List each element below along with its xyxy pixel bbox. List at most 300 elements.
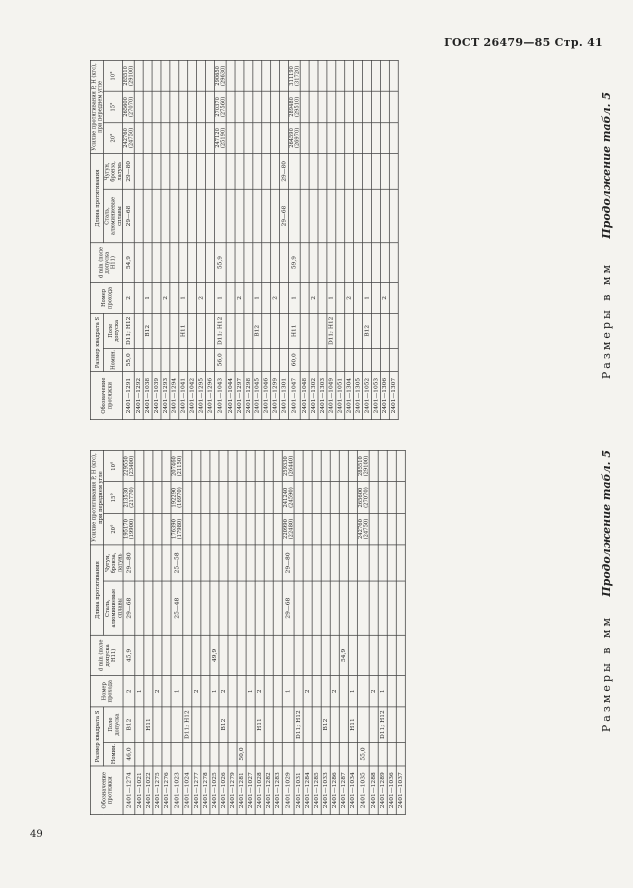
table-cell <box>264 513 273 544</box>
table-cell <box>271 153 280 189</box>
table-row <box>192 450 201 814</box>
table-cell: 176390 (17980) <box>171 513 183 544</box>
table-cell <box>289 153 301 189</box>
table-cell <box>210 742 219 766</box>
table-cell <box>246 513 255 544</box>
table-cell <box>378 482 387 513</box>
col-force: Усилие протягивания P, Н (кгс), при переднем угле <box>90 60 103 153</box>
table-row <box>312 450 321 814</box>
table-cell <box>244 189 253 243</box>
table-cell <box>171 635 183 675</box>
table-cell: 2401—1291 <box>123 372 135 420</box>
table-cell <box>380 314 389 349</box>
table-cell <box>371 282 380 313</box>
table-row <box>161 60 170 419</box>
table-cell: 2401—1045 <box>253 372 262 420</box>
table-cell <box>206 91 215 122</box>
table-cell <box>348 482 357 513</box>
table-cell <box>348 635 357 675</box>
table-cell: 2401—1276 <box>162 766 171 815</box>
table-cell <box>389 314 398 349</box>
col-broach-length: Длина протягивания <box>90 545 103 636</box>
table-cell <box>264 675 273 707</box>
table-cell <box>327 122 336 153</box>
table-cell: 2 <box>271 282 280 313</box>
table-cell <box>144 675 153 707</box>
table-cell: 2 <box>153 675 162 707</box>
table-cell <box>271 348 280 372</box>
table-cell: 2401—1029 <box>282 766 294 815</box>
table-cell <box>378 513 387 544</box>
table-cell <box>303 635 312 675</box>
table-cell <box>206 282 215 313</box>
table-cell: 45,9 <box>123 635 135 675</box>
table-cell <box>153 450 162 482</box>
continuation-label-upper: Продолжение табл. 5 <box>600 92 613 239</box>
table-cell <box>357 675 369 707</box>
table-cell <box>339 450 348 482</box>
table-cell <box>312 513 321 544</box>
table-cell <box>312 545 321 581</box>
table-cell <box>318 243 327 282</box>
table-cell <box>192 742 201 766</box>
table-cell <box>321 482 330 513</box>
table-row <box>214 60 226 419</box>
table-cell <box>363 348 372 372</box>
table-cell <box>237 635 246 675</box>
table-cell <box>162 581 171 635</box>
table-row <box>273 450 282 814</box>
table-cell: 29—80 <box>280 153 289 189</box>
table-cell: 1 <box>171 675 183 707</box>
table-cell <box>235 314 244 349</box>
table-cell <box>170 153 179 189</box>
table-cell <box>143 153 152 189</box>
table-row <box>134 60 143 419</box>
table-cell <box>144 513 153 544</box>
table-cell <box>192 581 201 635</box>
table-cell: D11; H12 <box>214 314 226 349</box>
table-cell <box>162 545 171 581</box>
table-cell <box>228 707 237 742</box>
table-cell <box>330 635 339 675</box>
table-cell: 25—58 <box>171 545 183 581</box>
table-cell <box>192 450 201 482</box>
table-cell <box>201 482 210 513</box>
table-cell: 2401—1289 <box>378 766 387 815</box>
table-row <box>303 450 312 814</box>
table-cell: 1 <box>348 675 357 707</box>
table-cell: 2 <box>123 675 135 707</box>
col-angle-20: 20° <box>104 513 123 544</box>
table-cell <box>192 482 201 513</box>
table-cell <box>170 243 179 282</box>
table-row <box>197 60 206 419</box>
table-cell <box>380 60 389 91</box>
table-cell <box>135 707 144 742</box>
table-row <box>396 450 405 814</box>
table-cell <box>369 742 378 766</box>
table-cell: 2401—1306 <box>380 372 389 420</box>
table-cell <box>170 60 179 91</box>
table-cell <box>134 348 143 372</box>
table-cell <box>255 450 264 482</box>
table-cell <box>282 707 294 742</box>
table-cell: D11; H12 <box>294 707 303 742</box>
table-cell: 2401—1052 <box>363 372 372 420</box>
table-row <box>327 60 336 419</box>
table-cell <box>170 122 179 153</box>
table-cell <box>228 675 237 707</box>
table-cell: 2401—1033 <box>321 766 330 815</box>
table-cell: 2401—1026 <box>219 766 228 815</box>
table-cell: 2 <box>309 282 318 313</box>
table-cell <box>153 581 162 635</box>
table-cell: 2401—1299 <box>271 372 280 420</box>
table-cell <box>197 153 206 189</box>
table-cell <box>271 314 280 349</box>
table-cell <box>303 482 312 513</box>
table-cell <box>183 581 192 635</box>
table-cell: 192290 (16970) <box>171 482 183 513</box>
table-cell <box>371 60 380 91</box>
table-cell <box>262 348 271 372</box>
table-cell: 54,9 <box>339 635 348 675</box>
col-nominal: Номин. <box>103 348 122 372</box>
table-row <box>188 60 197 419</box>
table-cell <box>312 581 321 635</box>
table-panel-upper <box>20 52 615 430</box>
table-cell <box>387 581 396 635</box>
table-cell <box>273 675 282 707</box>
table-cell <box>280 314 289 349</box>
table-cell <box>135 545 144 581</box>
table-cell <box>396 742 405 766</box>
table-cell: 229550 (23400) <box>123 450 135 482</box>
table-cell <box>318 314 327 349</box>
table-cell <box>197 314 206 349</box>
table-cell: 55,0 <box>123 348 135 372</box>
table-cell <box>282 635 294 675</box>
table-cell <box>262 153 271 189</box>
table-cell <box>235 91 244 122</box>
table-cell: 2401—1036 <box>387 766 396 815</box>
table-cell <box>318 91 327 122</box>
table-cell <box>235 153 244 189</box>
table-cell <box>152 122 161 153</box>
table-cell <box>309 60 318 91</box>
table-cell <box>228 545 237 581</box>
table-cell <box>183 635 192 675</box>
table-cell <box>271 122 280 153</box>
table-cell <box>300 60 309 91</box>
table-row <box>153 450 162 814</box>
table-cell <box>170 314 179 349</box>
table-cell <box>389 153 398 189</box>
table-row <box>271 60 280 419</box>
table-cell <box>152 282 161 313</box>
table-cell: 2401—1302 <box>309 372 318 420</box>
table-cell <box>210 513 219 544</box>
table-cell <box>170 282 179 313</box>
table-cell <box>262 314 271 349</box>
table-cell: 2401—1303 <box>318 372 327 420</box>
table-cell <box>144 581 153 635</box>
table-cell: 2401—1298 <box>244 372 253 420</box>
table-cell <box>380 153 389 189</box>
table-cell: 2 <box>369 675 378 707</box>
table-cell: H11 <box>289 314 301 349</box>
table-cell: 285510 (29100) <box>357 450 369 482</box>
table-cell <box>312 707 321 742</box>
table-cell <box>339 581 348 635</box>
table-cell <box>228 581 237 635</box>
table-cell <box>143 189 152 243</box>
table-cell <box>303 513 312 544</box>
table-cell <box>214 189 226 243</box>
table-cell <box>312 482 321 513</box>
table-cell: 2401—1305 <box>354 372 363 420</box>
table-cell: 56,0 <box>214 348 226 372</box>
col-angle-15: 15° <box>104 482 123 513</box>
table-cell <box>327 91 336 122</box>
table-cell: 2401—1301 <box>280 372 289 420</box>
table-row <box>378 450 387 814</box>
table-cell <box>271 60 280 91</box>
table-row <box>380 60 389 419</box>
table-cell <box>330 482 339 513</box>
table-cell <box>294 482 303 513</box>
table-cell <box>210 450 219 482</box>
table-cell <box>262 243 271 282</box>
data-table-lower <box>90 450 406 815</box>
table-cell: 2 <box>197 282 206 313</box>
table-cell <box>219 450 228 482</box>
table-cell <box>253 153 262 189</box>
table-cell <box>282 742 294 766</box>
table-cell <box>354 282 363 313</box>
table-cell <box>339 742 348 766</box>
table-cell <box>339 675 348 707</box>
table-cell <box>318 60 327 91</box>
table-cell: D11; H12 <box>327 314 336 349</box>
table-cell <box>300 282 309 313</box>
table-cell: 2 <box>192 675 201 707</box>
table-cell <box>162 450 171 482</box>
table-cell <box>162 482 171 513</box>
table-cell <box>255 742 264 766</box>
table-cell <box>201 450 210 482</box>
table-row <box>363 60 372 419</box>
table-cell <box>321 545 330 581</box>
table-cell <box>369 635 378 675</box>
table-cell <box>318 348 327 372</box>
table-cell: 2401—1294 <box>170 372 179 420</box>
table-cell <box>327 348 336 372</box>
table-cell <box>162 675 171 707</box>
table-row <box>264 450 273 814</box>
table-cell <box>303 545 312 581</box>
table-cell <box>336 243 345 282</box>
table-cell <box>188 91 197 122</box>
table-cell <box>369 513 378 544</box>
table-cell <box>357 635 369 675</box>
table-cell <box>170 91 179 122</box>
table-cell <box>369 482 378 513</box>
table-cell <box>312 675 321 707</box>
table-cell: 2 <box>345 282 354 313</box>
table-cell <box>396 635 405 675</box>
table-cell <box>197 91 206 122</box>
table-cell <box>321 513 330 544</box>
table-cell <box>135 581 144 635</box>
table-cell <box>255 513 264 544</box>
table-cell <box>192 707 201 742</box>
table-cell <box>135 742 144 766</box>
continuation-label-lower: Продолжение табл. 5 <box>600 450 613 597</box>
table-cell <box>318 189 327 243</box>
table-cell <box>228 482 237 513</box>
table-cell: 2401—1048 <box>300 372 309 420</box>
table-cell <box>363 153 372 189</box>
dimensions-label-lower: Размеры в мм <box>600 615 613 733</box>
table-cell <box>134 314 143 349</box>
table-cell <box>378 545 387 581</box>
table-cell <box>339 707 348 742</box>
table-row <box>123 450 135 814</box>
table-cell <box>318 282 327 313</box>
table-cell: 2 <box>255 675 264 707</box>
table-cell <box>228 513 237 544</box>
table-cell <box>336 189 345 243</box>
table-cell: 2401—1039 <box>152 372 161 420</box>
col-square-size: Размер квадрата S <box>90 314 103 372</box>
table-cell <box>201 581 210 635</box>
table-cell <box>262 189 271 243</box>
table-cell <box>144 450 153 482</box>
table-cell <box>161 60 170 91</box>
table-cell <box>201 675 210 707</box>
col-d-min: d min (поле допуска H11) <box>90 635 123 675</box>
table-cell: 2401—1283 <box>273 766 282 815</box>
table-cell: 1 <box>363 282 372 313</box>
table-cell: 242760 (24750) <box>357 513 369 544</box>
table-cell <box>348 742 357 766</box>
table-cell <box>206 189 215 243</box>
table-cell <box>162 707 171 742</box>
table-cell <box>253 60 262 91</box>
table-cell <box>153 545 162 581</box>
table-cell <box>354 314 363 349</box>
table-cell <box>226 122 235 153</box>
table-cell <box>327 243 336 282</box>
table-cell <box>378 635 387 675</box>
table-cell <box>162 513 171 544</box>
table-row <box>219 450 228 814</box>
table-cell <box>389 91 398 122</box>
table-cell <box>378 742 387 766</box>
table-cell: 1 <box>253 282 262 313</box>
table-cell <box>237 707 246 742</box>
table-cell <box>210 707 219 742</box>
table-row <box>228 450 237 814</box>
table-cell: 29—68 <box>123 581 135 635</box>
table-cell <box>380 91 389 122</box>
table-cell: 2401—1288 <box>369 766 378 815</box>
table-cell <box>354 122 363 153</box>
col-tolerance-field: Поле допуска <box>103 314 122 349</box>
table-cell <box>188 314 197 349</box>
table-cell <box>253 122 262 153</box>
table-cell <box>152 348 161 372</box>
table-row <box>369 450 378 814</box>
table-cell <box>201 707 210 742</box>
table-cell <box>237 450 246 482</box>
table-cell <box>303 581 312 635</box>
table-cell <box>327 153 336 189</box>
table-cell <box>244 282 253 313</box>
col-broach-length: Длина протягивания <box>90 153 103 242</box>
table-cell: 2401—1275 <box>153 766 162 815</box>
table-cell <box>153 707 162 742</box>
table-cell <box>235 243 244 282</box>
table-cell <box>309 314 318 349</box>
table-cell <box>143 60 152 91</box>
table-row <box>345 60 354 419</box>
table-cell <box>152 314 161 349</box>
table-row <box>371 60 380 419</box>
table-cell <box>336 314 345 349</box>
table-cell <box>143 91 152 122</box>
table-cell <box>143 348 152 372</box>
table-cell <box>345 189 354 243</box>
table-row <box>318 60 327 419</box>
table-cell <box>226 91 235 122</box>
table-row <box>354 60 363 419</box>
col-angle-15: 15° <box>103 91 122 122</box>
table-cell: 2401—1037 <box>396 766 405 815</box>
table-cell <box>161 348 170 372</box>
table-cell <box>246 707 255 742</box>
table-cell <box>246 742 255 766</box>
table-cell <box>210 482 219 513</box>
table-cell: 2401—1053 <box>371 372 380 420</box>
table-cell <box>152 243 161 282</box>
table-cell <box>244 122 253 153</box>
table-cell <box>380 122 389 153</box>
table-cell <box>294 513 303 544</box>
table-cell <box>153 635 162 675</box>
table-cell: 1 <box>327 282 336 313</box>
table-cell <box>387 635 396 675</box>
table-cell <box>389 122 398 153</box>
table-cell <box>327 60 336 91</box>
table-row <box>282 450 294 814</box>
table-cell <box>246 635 255 675</box>
table-cell <box>369 707 378 742</box>
table-cell <box>162 635 171 675</box>
table-row <box>210 450 219 814</box>
table-cell <box>226 189 235 243</box>
table-cell: 285510 (29100) <box>123 60 135 91</box>
table-cell: 2401—1295 <box>197 372 206 420</box>
table-row <box>300 60 309 419</box>
table-cell: 29—80 <box>123 545 135 581</box>
table-cell: 1 <box>143 282 152 313</box>
table-cell: 1 <box>378 675 387 707</box>
table-cell <box>179 91 188 122</box>
table-cell: B12 <box>219 707 228 742</box>
